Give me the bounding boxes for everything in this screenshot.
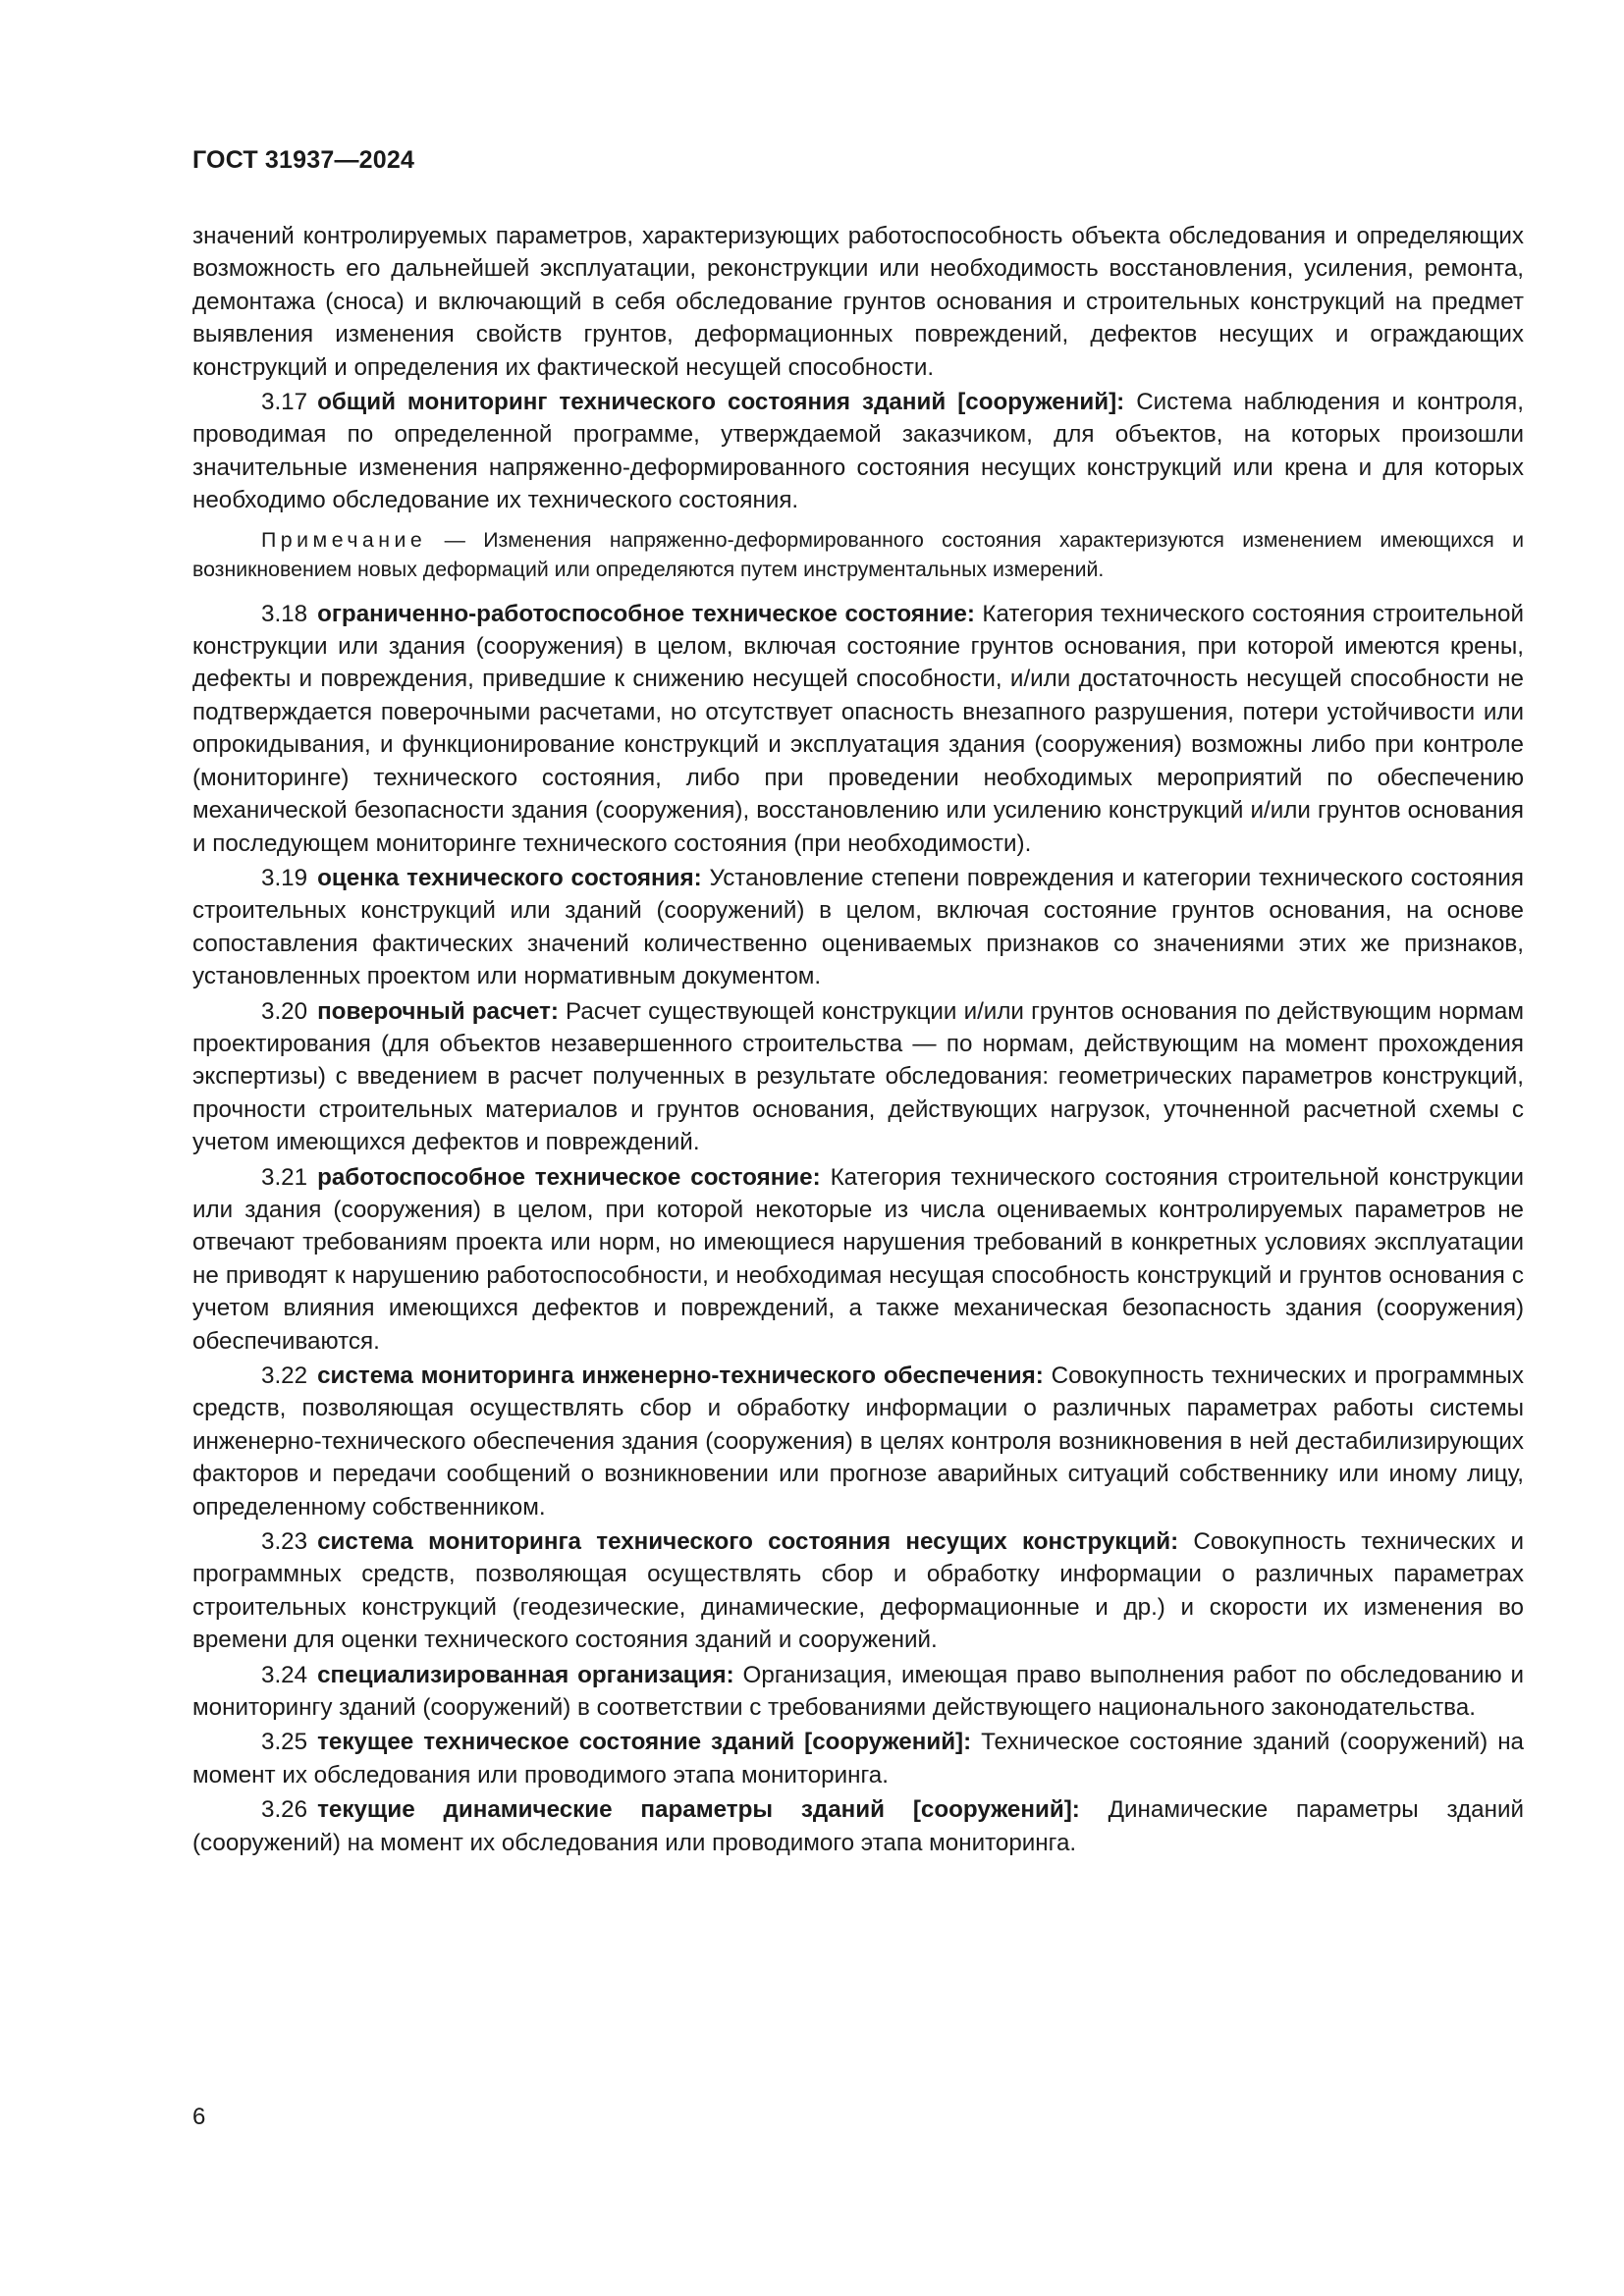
- term-name: поверочный расчет:: [317, 997, 559, 1025]
- term-3-24: [192, 1659, 1524, 1725]
- term-name: общий мониторинг технического состояния зданий [сооружений]:: [317, 389, 1125, 416]
- term-name: ограниченно-работоспособное техническое состояние:: [317, 600, 975, 627]
- note: [192, 525, 1524, 584]
- term-name: система мониторинга технического состояния несущих конструкций:: [317, 1528, 1179, 1556]
- term-3-23: [192, 1525, 1524, 1657]
- note-label: Примечание: [261, 527, 427, 552]
- document-page: [192, 145, 1524, 1860]
- term-3-25: [192, 1726, 1524, 1791]
- term-definition: Динамические параметры зданий (сооружений) на момент их обследования или проводимого этапа мониторинга.: [192, 1796, 1524, 1856]
- term-3-26: [192, 1793, 1524, 1859]
- term-name: оценка технического состояния:: [317, 864, 702, 891]
- term-number: 3.19: [261, 864, 308, 891]
- term-name: специализированная организация:: [317, 1661, 734, 1688]
- term-number: 3.18: [261, 600, 308, 627]
- note-text: — Изменения напряженно-деформированного состояния характеризуются изменением имеющихся и возникновением новых деформаций или определяются путем инструментальных измерений.: [192, 527, 1525, 581]
- term-definition: Техническое состояние зданий (сооружений) на момент их обследования или проводимого этапа мониторинга.: [192, 1729, 1524, 1789]
- term-definition: Установление степени повреждения и категории технического состояния строительных конструкций или зданий (сооружений) в целом, включая состояние грунтов основания, на основе сопоставления фактических значений количественно оцениваемых признаков со значениями этих же признаков, установленных проектом или нормативным документом.: [192, 864, 1524, 990]
- term-number: 3.17: [261, 389, 308, 416]
- term-definition: Категория технического состояния строительной конструкции или здания (сооружения) в целом, включая состояние грунтов основания, при которой имеются крены, дефекты и повреждения, приведшие к снижению несущей способности, и/или достаточность несущей способности не подтверждается поверочными расчетами, но отсутствует опасность внезапного разрушения, потери устойчивости или опрокидывания, и функционирование конструкций и эксплуатация здания (сооружения) возможны либо при контроле (мониторинге) технического состояния, либо при проведении необходимых мероприятий по обеспечению механической безопасности здания (сооружения), восстановлению или усилению конструкций и/или грунтов основания и последующем мониторинге технического состояния (при необходимости).: [192, 600, 1524, 857]
- term-definition: Система наблюдения и контроля, проводимая по определенной программе, утверждаемой заказчиком, для объектов, на которых произошли значительные изменения напряженно-деформированного состояния несущих конструкций или крена и для которых необходимо обследование их технического состояния.: [192, 389, 1524, 514]
- term-number: 3.21: [261, 1163, 308, 1191]
- term-3-22: [192, 1360, 1524, 1523]
- continuation-paragraph: значений контролируемых параметров, характеризующих работоспособность объекта обследования и определяющих возможность его дальнейшей эксплуатации, реконструкции или необходимость восстановления, усиления, ремонта, демонтажа (сноса) и включающий в себя обследование грунтов основания и строительных конструкций на предмет выявления изменения свойств грунтов, деформационных повреждений, дефектов несущих и ограждающих конструкций и определения их фактической несущей способности.: [192, 223, 1524, 381]
- term-name: система мониторинга инженерно-технического обеспечения:: [317, 1362, 1044, 1389]
- term-definition: Совокупность технических и программных средств, позволяющая осуществлять сбор и обработку информации о различных параметрах строительных конструкций (геодезические, динамические, деформационные и др.) и скорости их изменения во времени для оценки технического состояния зданий и сооружений.: [192, 1528, 1524, 1654]
- term-number: 3.24: [261, 1661, 308, 1688]
- document-header: ГОСТ 31937—2024: [192, 146, 415, 174]
- term-number: 3.20: [261, 997, 308, 1025]
- term-number: 3.23: [261, 1528, 308, 1556]
- term-number: 3.25: [261, 1729, 308, 1756]
- term-number: 3.26: [261, 1796, 308, 1824]
- term-name: текущие динамические параметры зданий [сооружений]:: [317, 1796, 1080, 1824]
- term-3-19: [192, 862, 1524, 993]
- term-definition: Категория технического состояния строительной конструкции или здания (сооружения) в целом, при которой некоторые из числа оцениваемых контролируемых параметров не отвечают требованиям проекта или норм, но имеющиеся нарушения требований в конкретных условиях эксплуатации не приводят к нарушению работоспособности, и необходимая несущая способность конструкций и грунтов основания с учетом влияния имеющихся дефектов и повреждений, а также механическая безопасность здания (сооружения) обеспечиваются.: [192, 1163, 1524, 1355]
- term-name: текущее техническое состояние зданий [сооружений]:: [317, 1729, 972, 1756]
- page-number: 6: [192, 2104, 206, 2130]
- term-definition: Расчет существующей конструкции и/или грунтов основания по действующим нормам проектирования (для объектов незавершенного строительства — по нормам, действующим на момент прохождения экспертизы) с введением в расчет полученных в результате обследования: геометрических параметров конструкций, прочности строительных материалов и грунтов основания, действующих нагрузок, уточненной расчетной схемы с учетом имеющихся дефектов и повреждений.: [192, 997, 1524, 1156]
- term-3-18: [192, 598, 1524, 860]
- term-definition: Совокупность технических и программных средств, позволяющая осуществлять сбор и обработку информации о различных параметрах работы системы инженерно-технического обеспечения здания (сооружения) в целях контроля возникновения в ней дестабилизирующих факторов и передачи сообщений о возникновении или прогнозе аварийных ситуаций собственнику или иному лицу, определенному собственником.: [192, 1362, 1524, 1521]
- term-3-21: [192, 1161, 1524, 1358]
- term-3-17: [192, 386, 1524, 517]
- term-name: работоспособное техническое состояние:: [317, 1163, 821, 1191]
- term-3-20: [192, 995, 1524, 1159]
- term-number: 3.22: [261, 1362, 308, 1389]
- term-definition: Организация, имеющая право выполнения работ по обследованию и мониторингу зданий (сооружений) в соответствии с требованиями действующего национального законодательства.: [192, 1661, 1524, 1722]
